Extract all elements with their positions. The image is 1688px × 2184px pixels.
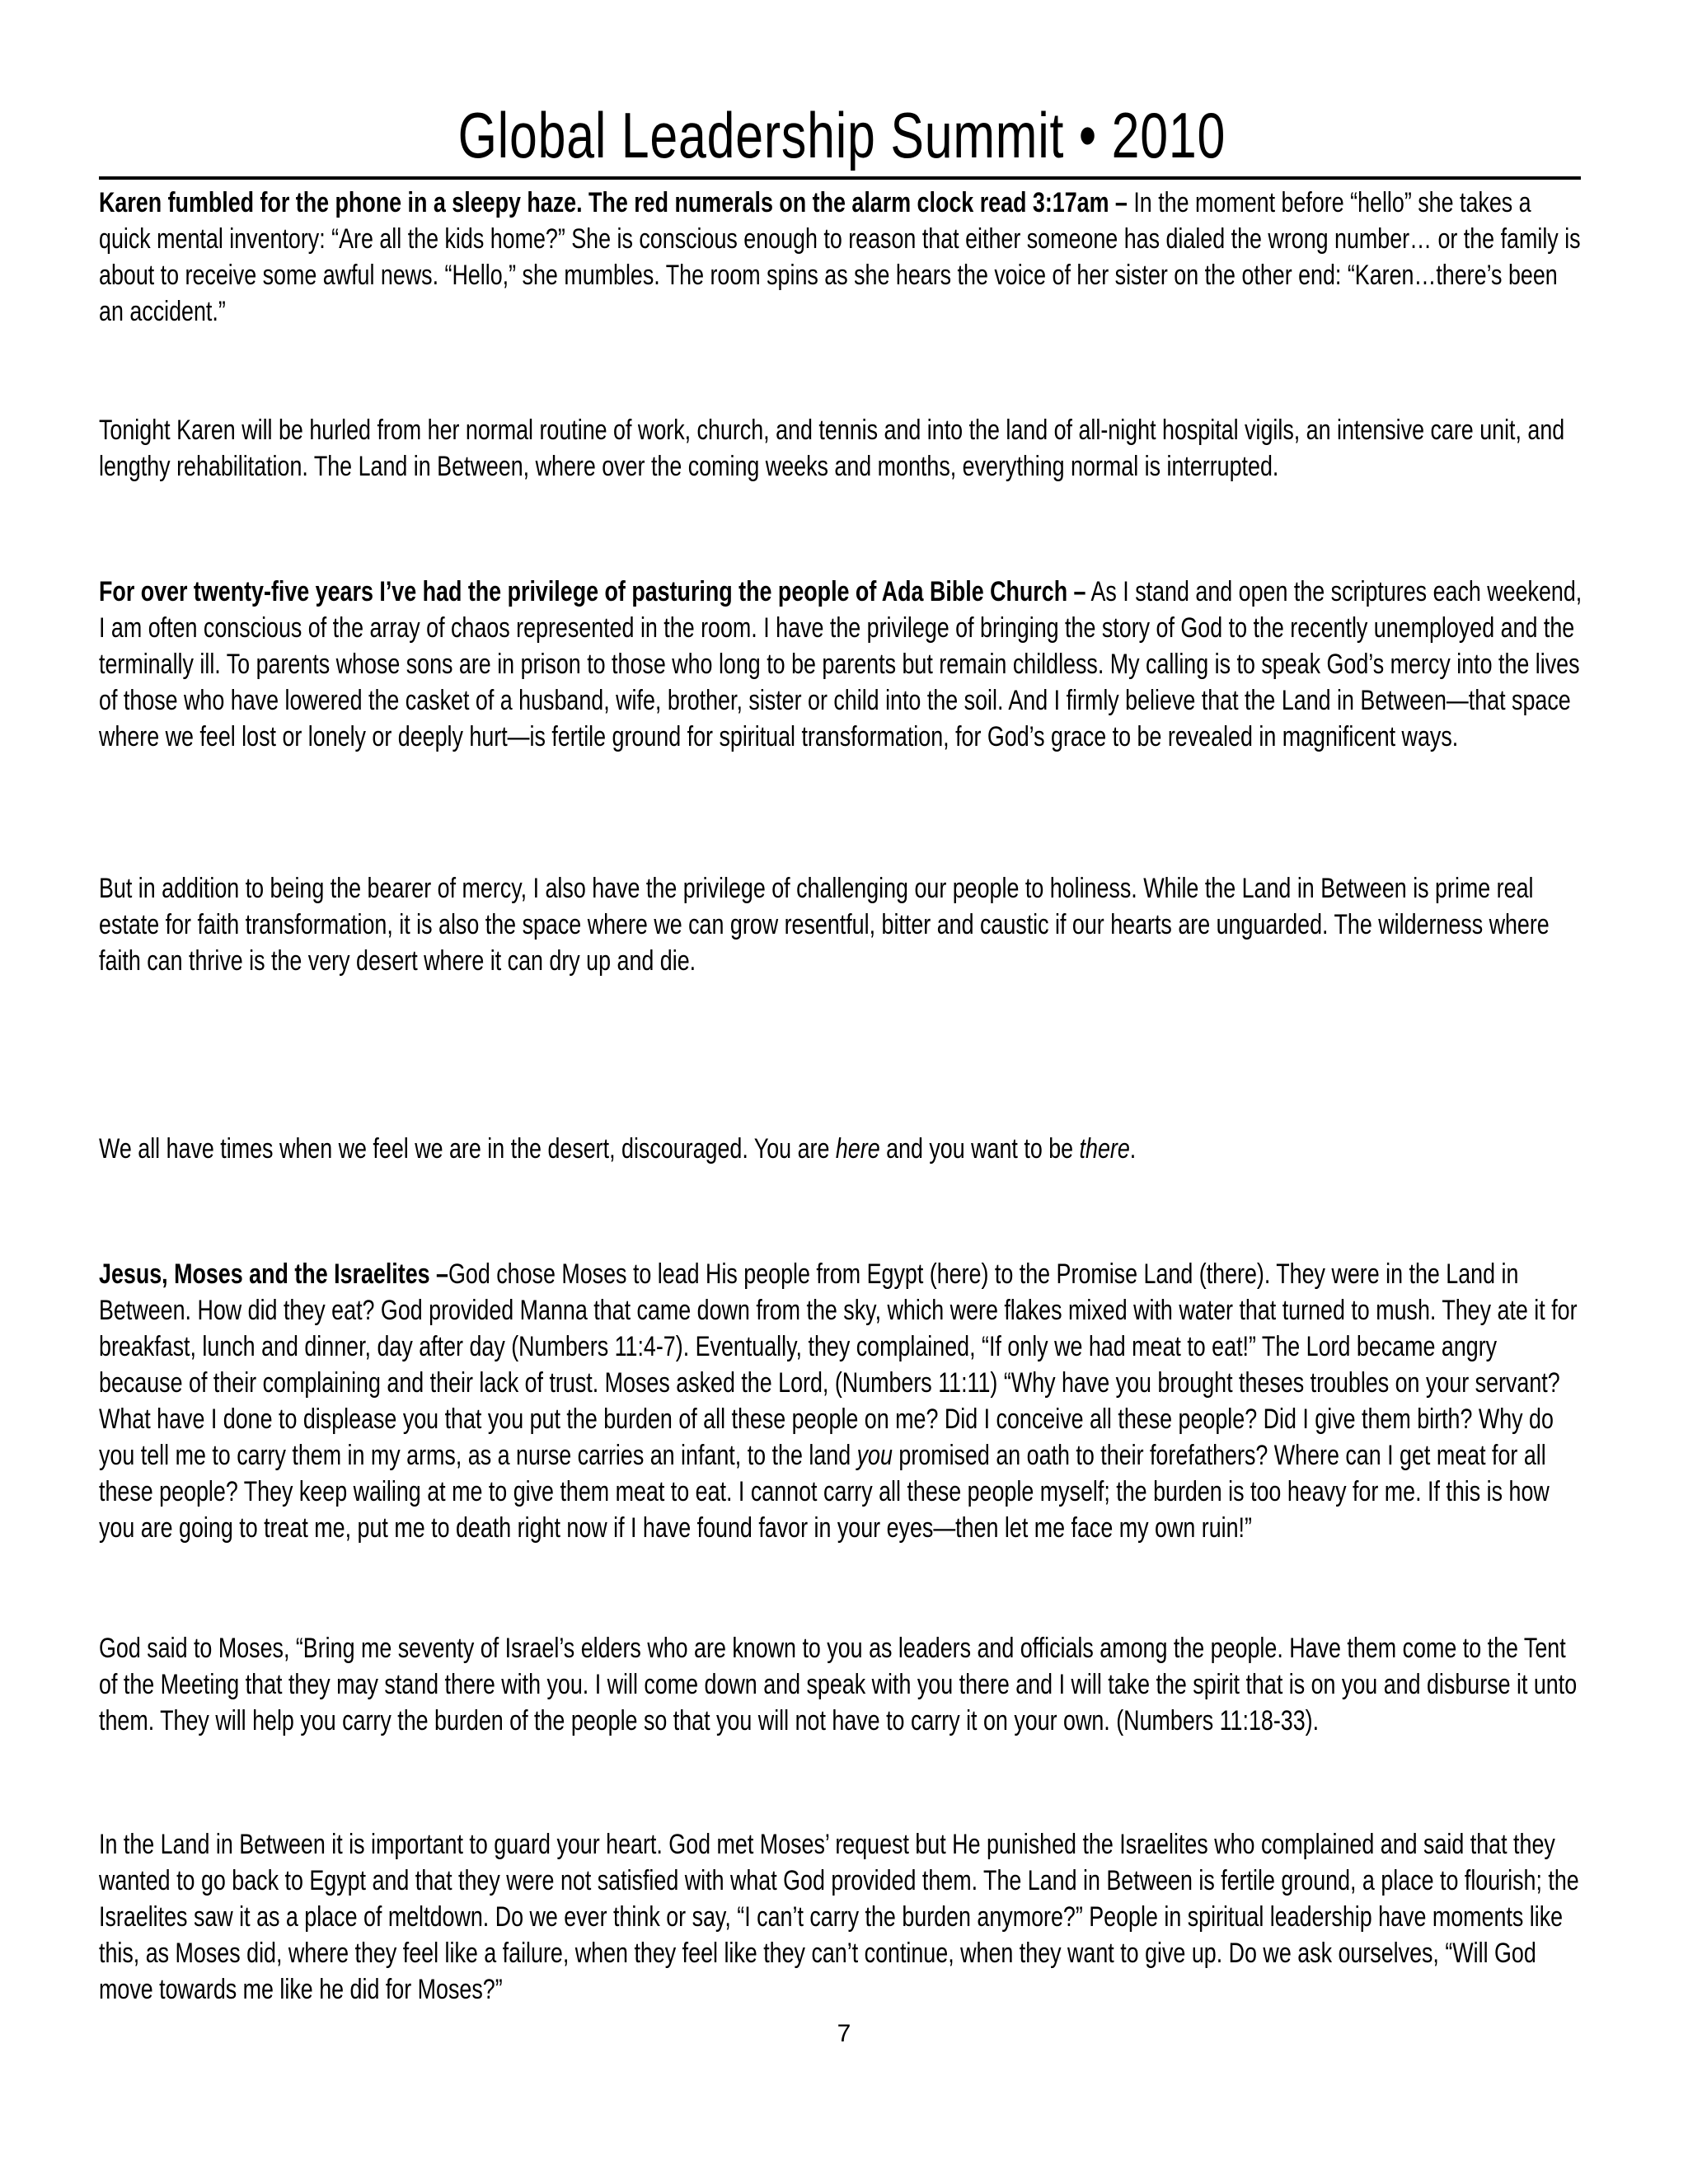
moses-you: you: [856, 1440, 893, 1471]
paragraph-guard-heart: In the Land in Between it is important to guard your heart. God met Moses’ request but He punished the Israelites who complained and said that they wanted to go back to Egypt and that they were not satisfied with what God provided them. The Land in Between is fertile ground, a place to flourish; the Israelites saw it as a place of meltdown. Do we ever think or say, “I can’t carry the burden anymore?” People in spiritual leadership have moments like this, as Moses did, where they feel like a failure, when they feel like they can’t continue, when they want to give up. Do we ask ourselves, “Will God move towards me like he did for Moses?”: [99, 1829, 1579, 2005]
paragraph-lead-moses: Jesus, Moses and the Israelites –: [99, 1258, 448, 1290]
desert-text-c: .: [1129, 1133, 1137, 1165]
page-title: Global Leadership Summit • 2010: [457, 99, 1226, 171]
moses-text-a: God chose Moses to lead His people from Egypt (here) to the Promise Land (there). They were in the Land in Between. How did they eat? God provided Manna that came down from the sky, which were flakes mixed with water that turned to mush. They ate it for breakfast, lunch and dinner, day after day (Numbers 11:4-7). Eventually, they complained, “If only we had meat to eat!” The Lord became angry because of their complaining and their lack of trust. Moses asked the Lord, (Numbers 11:11) “Why have you brought theses troubles on your servant? What have I done to displease you that you put the burden of all these people on me? Did I conceive all these people? Did I give them birth? Why do you tell me to carry them in my arms, as a nurse carries an infant, to the land: [99, 1258, 1578, 1471]
desert-text-b: and you want to be: [879, 1133, 1080, 1165]
paragraph-lead-karen: Karen fumbled for the phone in a sleepy haze. The red numerals on the alarm clock read 3:17am –: [99, 187, 1128, 218]
desert-text-a: We all have times when we feel we are in the desert, discouraged. You are: [99, 1133, 836, 1165]
paragraph-tonight: Tonight Karen will be hurled from her normal routine of work, church, and tennis and into the land of all-night hospital vigils, an intensive care unit, and lengthy rehabilitation. The Land in Between, where over the coming weeks and months, everything normal is interrupted.: [99, 415, 1565, 482]
title-rule: [99, 176, 1581, 180]
desert-here: here: [835, 1133, 880, 1165]
page-number: 7: [837, 2020, 851, 2047]
paragraph-moses: [99, 1256, 1583, 1546]
paragraph-seventy-elders: God said to Moses, “Bring me seventy of Israel’s elders who are known to you as leaders and officials among the people. Have them come to the Tent of the Meeting that they may stand there with you. I will come down and speak with you there and I will take the spirit that is on you and disburse it unto them. They will help you carry the burden of the people so that you will not have to carry it on your own. (Numbers 11:18-33).: [99, 1633, 1578, 1736]
paragraph-pastoring: [99, 574, 1583, 755]
paragraph-desert: [99, 1131, 1583, 1167]
paragraph-body-karen: In the moment before “hello” she takes a quick mental inventory: “Are all the kids home?” She is conscious enough to reason that either someone has dialed the wrong number… or the family is about to receive some awful news. “Hello,” she mumbles. The room spins as she hears the voice of her sister on the other end: “Karen…there’s been an accident.”: [99, 187, 1581, 327]
paragraph-karen-phone: [99, 185, 1583, 330]
paragraph-body-pastoring: As I stand and open the scriptures each weekend, I am often conscious of the array of chaos represented in the room. I have the privilege of bringing the story of God to the recently unemployed and the terminally ill. To parents whose sons are in prison to those who long to be parents but remain childless. My calling is to speak God’s mercy into the lives of those who have lowered the casket of a husband, wife, brother, sister or child into the soil. And I firmly believe that the Land in Between—that space where we feel lost or lonely or deeply hurt—is fertile ground for spiritual transformation, for God’s grace to be revealed in magnificent ways.: [99, 576, 1582, 752]
desert-there: there: [1079, 1133, 1130, 1165]
moses-text-b: promised an oath to their forefathers? Where can I get meat for all these people? They keep wailing at me to give them meat to eat. I cannot carry all these people myself; the burden is too heavy for me. If this is how you are going to treat me, put me to death right now if I have found favor in your eyes—then let me face my own ruin!”: [99, 1440, 1550, 1544]
paragraph-holiness: But in addition to being the bearer of mercy, I also have the privilege of challenging our people to holiness. While the Land in Between is prime real estate for faith transformation, it is also the space where we can grow resentful, bitter and caustic if our hearts are unguarded. The wilderness where faith can thrive is the very desert where it can dry up and die.: [99, 873, 1550, 977]
paragraph-lead-pastoring: For over twenty-five years I’ve had the privilege of pasturing the people of Ada Bible Church –: [99, 576, 1086, 607]
